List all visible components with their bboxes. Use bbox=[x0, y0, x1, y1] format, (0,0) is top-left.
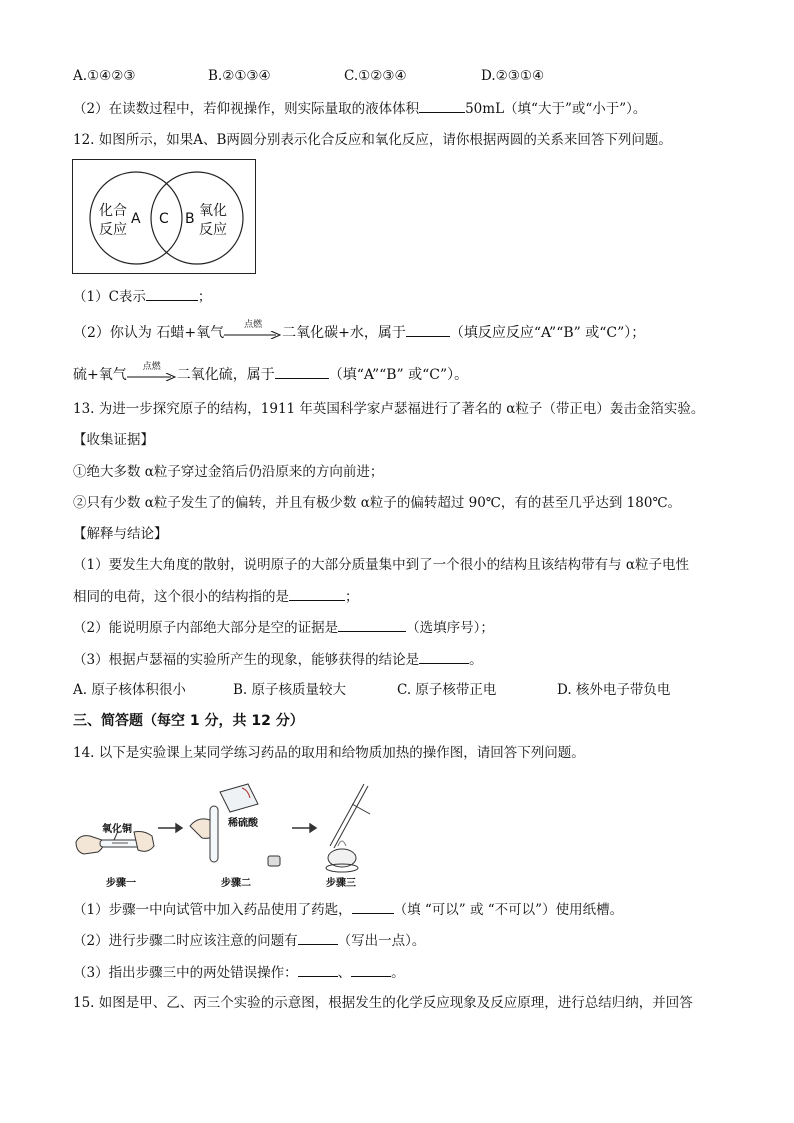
q13-part1-line1: （1）要发生大角度的散射，说明原子的大部分质量集中到了一个很小的结构且该结构带有与 α粒子电性 bbox=[73, 557, 689, 573]
q13-part3: （3）根据卢瑟福的实验所产生的现象，能够获得的结论是 。 bbox=[73, 649, 483, 670]
conclusion-heading: 【解释与结论】 bbox=[73, 526, 168, 542]
answer-blank[interactable] bbox=[146, 286, 198, 301]
option-d: D.②③①④ bbox=[481, 68, 545, 84]
venn-a: A bbox=[131, 211, 141, 227]
q11-part2: （2）在读数过程中，若仰视操作，则实际量取的液体体积 50mL（填“大于”或“小于”）。 bbox=[73, 98, 646, 119]
q15-stem: 15. 如图是甲、乙、丙三个实验的示意图，根据发生的化学反应现象及反应原理，进行总结归纳，并回答 bbox=[73, 995, 693, 1011]
option-c: C. 原子核带正电 bbox=[397, 682, 497, 698]
label-step2: 步骤二 bbox=[221, 878, 251, 889]
label-step3: 步骤三 bbox=[326, 878, 356, 889]
venn-right-label: 氧化 反应 bbox=[199, 203, 227, 238]
label-copper-oxide: 氧化铜 bbox=[102, 824, 132, 835]
q12-part2: （2）你认为 石蜡+氧气 点燃 二氧化碳+水，属于 （填反应反应“A”“B” 或“C”）； bbox=[73, 320, 646, 341]
answer-blank[interactable] bbox=[351, 962, 391, 977]
answer-blank[interactable] bbox=[419, 98, 465, 113]
alcohol-lamp-icon bbox=[326, 784, 370, 872]
answer-blank[interactable] bbox=[298, 930, 338, 945]
answer-blank[interactable] bbox=[275, 364, 329, 379]
evidence-1: ①绝大多数 α粒子穿过金箔后仍沿原来的方向前进； bbox=[73, 464, 384, 480]
option-a: A.①④②③ bbox=[73, 68, 136, 84]
q12-stem: 12. 如图所示，如果A、B两圆分别表示化合反应和氧化反应，请你根据两圆的关系来回答下列问题。 bbox=[73, 132, 672, 148]
venn-c: C bbox=[159, 211, 169, 227]
section-heading: 三、简答题（每空 1 分，共 12 分） bbox=[73, 713, 304, 729]
q14-part2: （2）进行步骤二时应该注意的问题有 （写出一点）。 bbox=[73, 930, 425, 951]
venn-b: B bbox=[185, 211, 195, 227]
label-step1: 步骤一 bbox=[106, 878, 136, 889]
q14-stem: 14. 以下是实验课上某同学练习药品的取用和给物质加热的操作图，请回答下列问题。 bbox=[73, 745, 585, 761]
answer-blank[interactable] bbox=[298, 962, 338, 977]
evidence-heading: 【收集证据】 bbox=[73, 432, 154, 448]
q12-part3: 硫+氧气 点燃 二氧化硫，属于 （填“A”“B” 或“C”）。 bbox=[73, 362, 469, 383]
venn-left-label: 化合 反应 bbox=[99, 203, 127, 238]
venn-diagram bbox=[72, 159, 256, 274]
option-c: C.①②③④ bbox=[344, 68, 407, 84]
experiment-figure bbox=[72, 776, 372, 888]
option-a: A. 原子核体积很小 bbox=[73, 682, 186, 698]
answer-blank[interactable] bbox=[289, 586, 345, 601]
label-acid: 稀硫酸 bbox=[228, 818, 258, 829]
answer-blank[interactable] bbox=[338, 617, 406, 632]
option-b: B. 原子核质量较大 bbox=[233, 682, 347, 698]
q14-part1: （1）步骤一中向试管中加入药品使用了药匙， （填 “可以” 或 “不可以”）使用纸槽。 bbox=[73, 899, 623, 920]
answer-blank[interactable] bbox=[419, 649, 469, 664]
answer-blank[interactable] bbox=[406, 322, 450, 337]
q14-part3: （3）指出步骤三中的两处错误操作： 、 。 bbox=[73, 962, 405, 983]
reaction-arrow: 点燃 bbox=[127, 365, 177, 385]
q13-stem: 13. 为进一步探究原子的结构，1911 年英国科学家卢瑟福进行了著名的 α粒子（带正电）轰击金箔实验。 bbox=[73, 401, 705, 417]
option-b: B.②①③④ bbox=[208, 68, 271, 84]
option-d: D. 核外电子带负电 bbox=[557, 682, 671, 698]
q12-part1: （1）C表示 ； bbox=[73, 286, 211, 307]
q13-part2: （2）能说明原子内部绝大部分是空的证据是 （选填序号）； bbox=[73, 617, 494, 638]
q13-part1-line2: 相同的电荷，这个很小的结构指的是 ； bbox=[73, 586, 359, 607]
evidence-2: ②只有少数 α粒子发生了的偏转，并且有极少数 α粒子的偏转超过 90℃，有的甚至几乎达到 180℃。 bbox=[73, 495, 682, 511]
reaction-arrow: 点燃 bbox=[224, 323, 282, 343]
answer-blank[interactable] bbox=[352, 899, 394, 914]
